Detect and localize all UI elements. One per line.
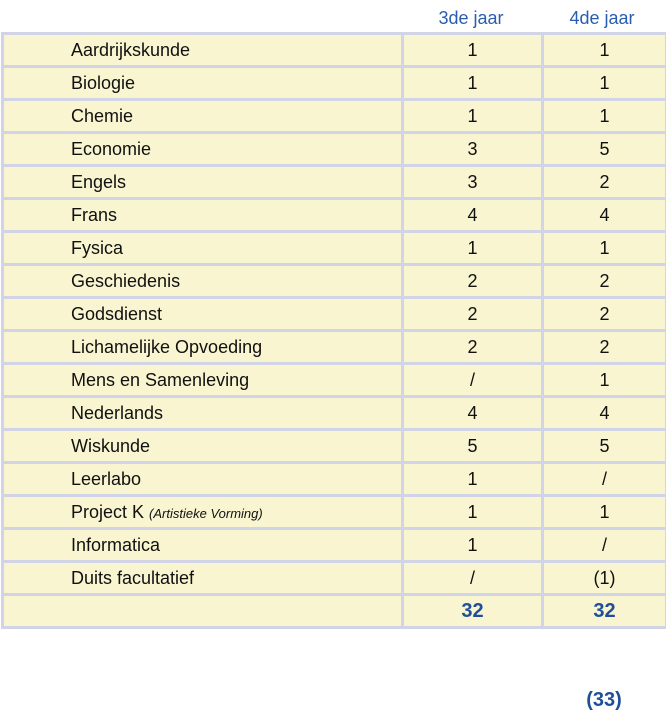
subject-name: Nederlands [71,402,164,423]
table-row [3,463,666,496]
hours-3de-jaar: 2 [403,265,543,298]
subject-name: Duits facultatief [71,567,195,588]
subject-cell [3,397,403,430]
hours-3de-jaar: 5 [403,430,543,463]
subject-cell [3,562,403,595]
table-row [3,265,666,298]
total-3de-jaar: 32 [403,595,543,628]
table-row [3,529,666,562]
hours-4de-jaar: 1 [543,364,666,397]
table-row [3,67,666,100]
column-header-3de-jaar: 3de jaar [438,8,504,28]
hours-3de-jaar: 1 [403,100,543,133]
hours-3de-jaar: 2 [403,298,543,331]
subject-name: Engels [71,171,127,192]
subject-cell [3,34,403,67]
hours-4de-jaar: / [543,529,666,562]
table-row [3,397,666,430]
subject-cell [3,100,403,133]
total-4de-jaar: 32 [543,595,666,628]
lesson-hours-table [1,32,666,629]
hours-4de-jaar: (1) [543,562,666,595]
hours-3de-jaar: / [403,364,543,397]
subject-cell [3,133,403,166]
hours-4de-jaar: 1 [543,100,666,133]
hours-3de-jaar: / [403,562,543,595]
subject-cell [3,199,403,232]
subject-cell [3,232,403,265]
subject-name: Biologie [71,72,136,93]
subject-name: Project K [71,501,145,522]
column-header-4de-jaar: 4de jaar [569,8,635,28]
hours-4de-jaar: 4 [543,199,666,232]
subject-name: Leerlabo [71,468,142,489]
hours-4de-jaar: 4 [543,397,666,430]
hours-3de-jaar: 1 [403,232,543,265]
hours-3de-jaar: 3 [403,133,543,166]
subject-cell [3,529,403,562]
totals-row [3,595,666,628]
hours-3de-jaar: 1 [403,529,543,562]
table-row [3,430,666,463]
subject-name: Wiskunde [71,435,151,456]
subject-name: Chemie [71,105,134,126]
hours-3de-jaar: 1 [403,67,543,100]
subject-note: (Artistieke Vorming) [149,505,263,521]
subject-cell [3,463,403,496]
hours-3de-jaar: 4 [403,397,543,430]
subject-cell [3,67,403,100]
table-row [3,199,666,232]
hours-3de-jaar: 1 [403,463,543,496]
hours-4de-jaar: 2 [543,298,666,331]
subject-cell [3,331,403,364]
hours-3de-jaar: 1 [403,34,543,67]
hours-4de-jaar: 5 [543,430,666,463]
table-row [3,100,666,133]
table-row [3,166,666,199]
hours-4de-jaar: 2 [543,265,666,298]
hours-4de-jaar: 1 [543,67,666,100]
subject-name: Economie [71,138,152,159]
subject-name: Mens en Samenleving [71,369,250,390]
total-4de-jaar-with-optional: (33) [586,689,622,711]
subject-cell [3,430,403,463]
table-row [3,133,666,166]
hours-3de-jaar: 3 [403,166,543,199]
hours-3de-jaar: 2 [403,331,543,364]
subject-cell [3,496,403,529]
totals-empty-cell [3,595,403,628]
hours-3de-jaar: 4 [403,199,543,232]
subject-name: Informatica [71,534,161,555]
hours-4de-jaar: 1 [543,496,666,529]
hours-3de-jaar: 1 [403,496,543,529]
subject-name: Geschiedenis [71,270,181,291]
subject-cell [3,265,403,298]
hours-4de-jaar: 2 [543,331,666,364]
hours-4de-jaar: 1 [543,232,666,265]
hours-4de-jaar: 2 [543,166,666,199]
hours-4de-jaar: 1 [543,34,666,67]
subject-name: Frans [71,204,118,225]
subject-name: Fysica [71,237,124,258]
subject-name: Lichamelijke Opvoeding [71,336,263,357]
hours-4de-jaar: / [543,463,666,496]
hours-4de-jaar: 5 [543,133,666,166]
table-row [3,331,666,364]
table-row [3,232,666,265]
subject-cell [3,298,403,331]
table-row [3,298,666,331]
table-row [3,496,666,529]
subject-cell [3,364,403,397]
subject-name: Aardrijkskunde [71,39,191,60]
subject-cell [3,166,403,199]
table-row [3,364,666,397]
table-row [3,562,666,595]
table-row [3,34,666,67]
subject-name: Godsdienst [71,303,163,324]
